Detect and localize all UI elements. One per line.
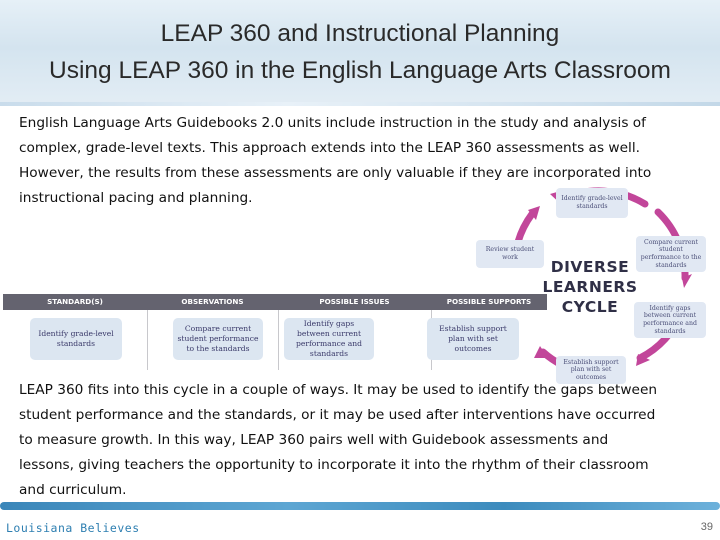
slide-title: LEAP 360 and Instructional Planning [160,20,560,47]
table-cell-issues: Identify gaps between current performance and standards [284,318,374,360]
cycle-title-line: DIVERSE [550,258,630,276]
cycle-step-identify-gaps: Identify gaps between current performance and standards [634,302,706,338]
para2-line: student performance and the standards, or it may be used after interventions have occurred [19,407,656,423]
cycle-title-line: CYCLE [561,298,619,316]
leap-paragraph [19,378,709,503]
para2-line: and curriculum. [19,482,127,498]
cycle-title-line: LEARNERS [542,278,638,296]
footer-logo: Louisiana Believes [6,521,140,535]
cycle-step-identify-standards: Identify grade-level standards [556,188,628,218]
cycle-arc [518,214,532,242]
page-number: 39 [700,521,713,533]
cycle-step-compare-performance: Compare current student performance to the standards [636,236,706,272]
para1-line: English Language Arts Guidebooks 2.0 units include instruction in the study and analysis of [19,115,647,131]
table-header-standards: STANDARD(S) [47,297,103,306]
table-header-supports: POSSIBLE SUPPORTS [446,297,532,306]
support-planning-table [3,294,547,370]
table-header-observations: OBSERVATIONS [181,297,244,306]
para1-line: However, the results from these assessments are only valuable if they are incorporated into [19,165,652,181]
table-cell-standards: Identify grade-level standards [30,318,122,360]
para2-line: lessons, giving teachers the opportunity to incorporate it into the rhythm of their classroom [19,457,649,473]
header-band [0,0,720,106]
slide-subtitle: Using LEAP 360 in the English Language Arts Classroom [49,57,671,84]
column-divider [278,310,279,370]
table-cell-supports: Establish support plan with set outcomes [427,318,519,360]
cycle-title [540,257,640,317]
para2-line: LEAP 360 fits into this cycle in a couple of ways. It may be used to identify the gaps between [19,382,658,398]
column-divider [147,310,148,370]
para1-line: complex, grade-level texts. This approach extends into the LEAP 360 assessments as well. [19,140,640,156]
para1-line: instructional pacing and planning. [19,190,253,206]
cycle-step-review-work: Review student work [476,240,544,268]
table-header-issues: POSSIBLE ISSUES [319,297,390,306]
footer-band [0,502,720,510]
table-cell-observations: Compare current student performance to the standards [173,318,263,360]
para2-line: to measure growth. In this way, LEAP 360 pairs well with Guidebook assessments and [19,432,609,448]
cycle-step-support-plan: Establish support plan with set outcomes [556,356,626,384]
